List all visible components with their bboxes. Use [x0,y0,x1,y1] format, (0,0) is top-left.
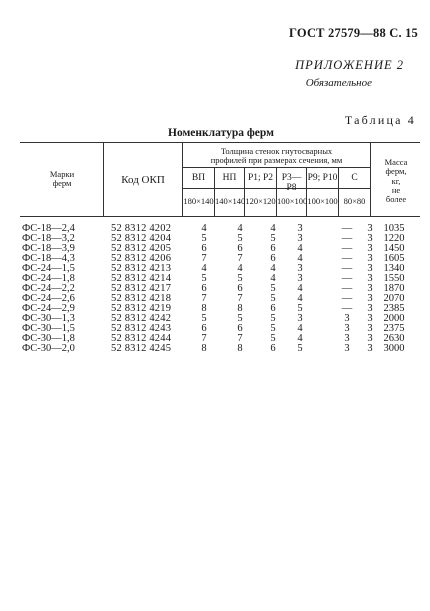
cell-p9-p10: — [341,243,353,254]
cell-p3-p8: 3 [297,223,303,234]
cell-vp: 7 [201,253,207,264]
cell-p1-p2: 4 [270,273,276,284]
size-header: 120×120 [245,196,276,206]
cell-p3-p8: 3 [297,313,303,324]
header-code: Код ОКП [121,174,165,186]
cell-p1-p2: 5 [270,323,276,334]
table-row [0,344,430,354]
cell-mass: 2385 [383,303,405,314]
cell-c: 3 [367,343,373,354]
cell-code: 52 8312 4202 [111,223,172,234]
cell-code: 52 8312 4213 [111,263,172,274]
cell-p3-p8: 5 [297,303,303,314]
cell-np: 6 [237,243,243,254]
group-header: Р9; Р10 [307,173,338,183]
cell-np: 8 [237,303,243,314]
size-header: 180×140 [183,196,214,206]
cell-mass: 1220 [383,233,405,244]
cell-vp: 4 [201,263,207,274]
cell-p9-p10: 3 [344,333,350,344]
cell-vp: 8 [201,303,207,314]
cell-code: 52 8312 4214 [111,273,172,284]
size-header: 80×80 [343,196,366,206]
cell-np: 7 [237,253,243,264]
cell-p1-p2: 6 [270,343,276,354]
cell-code: 52 8312 4204 [111,233,172,244]
cell-mark: ФС-24—2,2 [22,283,75,294]
group-header: Р1; Р2 [247,173,274,183]
header-mass: Масса ферм, кг, не более [384,157,408,205]
table-number: Таблица 4 [344,113,416,127]
cell-mark: ФС-30—2,0 [22,343,75,354]
cell-np: 8 [237,343,243,354]
cell-p3-p8: 3 [297,273,303,284]
cell-p9-p10: — [341,293,353,304]
cell-code: 52 8312 4206 [111,253,172,264]
group-header: НП [222,173,237,183]
cell-p3-p8: 3 [297,263,303,274]
cell-mass: 2070 [383,293,405,304]
cell-mass: 1450 [383,243,405,254]
table-title: Номенклатура ферм [168,127,274,139]
cell-p3-p8: 4 [297,253,303,264]
cell-c: 3 [367,223,373,234]
cell-mark: ФС-24—2,6 [22,293,75,304]
cell-p1-p2: 5 [270,333,276,344]
cell-p1-p2: 5 [270,313,276,324]
cell-p9-p10: 3 [344,313,350,324]
cell-np: 7 [237,333,243,344]
cell-p1-p2: 5 [270,293,276,304]
cell-mass: 1340 [383,263,405,274]
cell-c: 3 [367,303,373,314]
cell-p1-p2: 5 [270,233,276,244]
cell-vp: 4 [201,223,207,234]
cell-np: 4 [237,263,243,274]
cell-mass: 1035 [383,223,405,234]
cell-mass: 1550 [383,273,405,284]
cell-p1-p2: 6 [270,243,276,254]
cell-p1-p2: 6 [270,303,276,314]
cell-mark: ФС-30—1,5 [22,323,75,334]
cell-p3-p8: 4 [297,293,303,304]
cell-p3-p8: 5 [297,343,303,354]
cell-mass: 1870 [383,283,405,294]
cell-p3-p8: 4 [297,243,303,254]
cell-p3-p8: 3 [297,233,303,244]
cell-p9-p10: — [341,263,353,274]
cell-mark: ФС-24—2,9 [22,303,75,314]
cell-code: 52 8312 4217 [111,283,172,294]
cell-p9-p10: — [341,223,353,234]
cell-p9-p10: — [341,273,353,284]
cell-vp: 6 [201,323,207,334]
cell-mass: 1605 [383,253,405,264]
cell-code: 52 8312 4243 [111,323,172,334]
cell-mark: ФС-24—1,8 [22,273,75,284]
cell-c: 3 [367,333,373,344]
size-header: 140×140 [215,196,246,206]
cell-code: 52 8312 4244 [111,333,172,344]
cell-c: 3 [367,313,373,324]
cell-c: 3 [367,273,373,284]
cell-np: 5 [237,313,243,324]
cell-p1-p2: 4 [270,263,276,274]
cell-c: 3 [367,253,373,264]
cell-mark: ФС-18—2,4 [22,223,75,234]
cell-p9-p10: 3 [344,343,350,354]
cell-c: 3 [367,283,373,294]
cell-mass: 2630 [383,333,405,344]
cell-np: 7 [237,293,243,304]
cell-c: 3 [367,233,373,244]
cell-c: 3 [367,243,373,254]
cell-p9-p10: — [341,303,353,314]
cell-code: 52 8312 4219 [111,303,172,314]
cell-code: 52 8312 4242 [111,313,172,324]
header-mark: Марки ферм [49,169,75,189]
cell-p9-p10: — [341,253,353,264]
appendix-label: ПРИЛОЖЕНИЕ 2 [295,58,404,72]
cell-code: 52 8312 4205 [111,243,172,254]
cell-vp: 7 [201,293,207,304]
cell-np: 6 [237,323,243,334]
cell-np: 6 [237,283,243,294]
cell-p3-p8: 4 [297,283,303,294]
cell-p3-p8: 4 [297,333,303,344]
cell-vp: 5 [201,233,207,244]
group-header: Р3—Р8 [281,173,302,194]
cell-p1-p2: 4 [270,223,276,234]
cell-mark: ФС-18—3,2 [22,233,75,244]
size-header: 100×100 [307,196,338,206]
cell-vp: 5 [201,313,207,324]
group-header: ВП [191,173,206,183]
cell-mark: ФС-30—1,8 [22,333,75,344]
header-thickness: Толщина стенок гнутосварных профилей при размерах сечения, мм [210,146,343,166]
cell-np: 4 [237,223,243,234]
cell-p1-p2: 6 [270,253,276,264]
table-top-rule [20,142,420,143]
cell-p9-p10: — [341,283,353,294]
cell-vp: 7 [201,333,207,344]
cell-mark: ФС-24—1,5 [22,263,75,274]
cell-mass: 2000 [383,313,405,324]
cell-vp: 5 [201,273,207,284]
cell-p3-p8: 4 [297,323,303,334]
cell-c: 3 [367,293,373,304]
cell-c: 3 [367,263,373,274]
standard-header: ГОСТ 27579—88 С. 15 [289,26,418,40]
cell-code: 52 8312 4245 [111,343,172,354]
cell-c: 3 [367,323,373,334]
mandatory-label: Обязательное [305,77,372,89]
cell-vp: 8 [201,343,207,354]
cell-mass: 2375 [383,323,405,334]
cell-p9-p10: 3 [344,323,350,334]
cell-np: 5 [237,273,243,284]
group-header: С [351,173,358,183]
header-bottom-rule [20,216,420,217]
cell-mark: ФС-18—3,9 [22,243,75,254]
size-header: 100×100 [277,196,308,206]
cell-code: 52 8312 4218 [111,293,172,304]
cell-vp: 6 [201,283,207,294]
cell-mark: ФС-18—4,3 [22,253,75,264]
cell-mass: 3000 [383,343,405,354]
cell-np: 5 [237,233,243,244]
cell-mark: ФС-30—1,3 [22,313,75,324]
cell-vp: 6 [201,243,207,254]
cell-p9-p10: — [341,233,353,244]
cell-p1-p2: 5 [270,283,276,294]
